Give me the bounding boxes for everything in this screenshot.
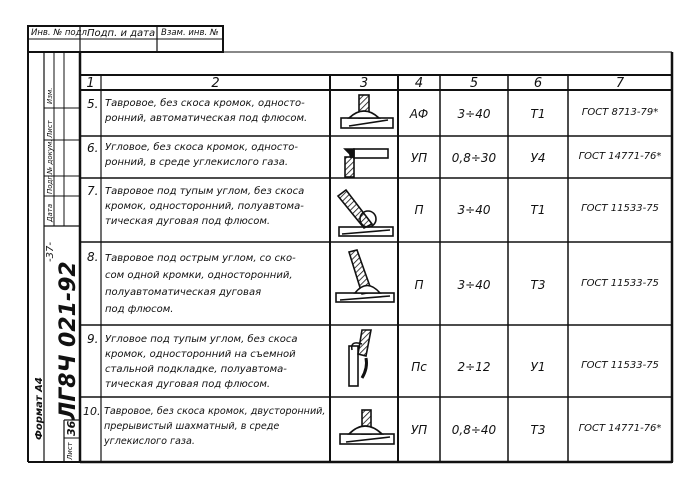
col-header-6: 6 [533, 76, 543, 91]
row-range: 0,8÷30 [451, 151, 497, 165]
row-code: Т3 [530, 278, 546, 292]
row-method: УП [410, 423, 428, 437]
side-dokum: № докум. [46, 139, 54, 174]
col-header-7: 7 [615, 76, 625, 91]
col-header-2: 2 [211, 76, 220, 91]
row-gost: ГОСТ 11533-75 [581, 203, 659, 214]
row-number: 8. [87, 250, 99, 264]
side-list: Лист [46, 120, 54, 138]
col-header-4: 4 [414, 76, 424, 91]
row-number: 6. [87, 141, 99, 155]
row-method: УП [410, 151, 428, 165]
row-code: Т3 [530, 423, 546, 437]
side-izm: Изм. [46, 87, 54, 104]
page-marker: -37- [45, 242, 56, 262]
weld-sketch-6 [345, 149, 388, 177]
row-gost: ГОСТ 8713-79* [581, 107, 659, 118]
row-code: Т1 [530, 107, 546, 121]
weld-sketch-7 [338, 190, 393, 236]
row-gost: ГОСТ 14771-76* [578, 423, 662, 434]
sheet-label: Лист [66, 442, 74, 460]
row-description: Угловое, без скоса кромок, односто- ронний, в среде углекислого газа. [105, 142, 298, 168]
format-label: Формат А4 [34, 377, 45, 440]
row-method: АФ [409, 107, 429, 121]
row-code: У1 [530, 360, 546, 374]
stamp-inv-podl: Инв. № подл. [31, 28, 90, 38]
row-gost: ГОСТ 14771-76* [578, 151, 662, 162]
row-gost: ГОСТ 11533-75 [581, 360, 659, 371]
row-range: 3÷40 [457, 203, 491, 217]
row-number: 5. [87, 97, 99, 111]
row-method: П [414, 278, 424, 292]
row-range: 2÷12 [457, 360, 491, 374]
col-header-3: 3 [359, 76, 369, 91]
sheet-number: 36 [65, 420, 78, 436]
stamp-podp-data: Подп. и дата [87, 28, 156, 39]
row-code: У4 [530, 151, 546, 165]
col-header-1: 1 [86, 76, 95, 91]
row-description: Угловое под тупым углом, без скоса кромок, односторонний на съемной стальной подкладке, полуавтома- тическая дуговая под флюсом. [105, 334, 298, 390]
col-header-5: 5 [469, 76, 479, 91]
row-gost: ГОСТ 11533-75 [581, 278, 659, 289]
weld-sketch-10 [340, 410, 394, 444]
row-description: Тавровое под острым углом, со ско- сом одной кромки, односторонний, полуавтоматическая дуговая под флюсом. [105, 253, 296, 315]
stamp-vzam-inv: Взам. инв. № [161, 28, 219, 38]
row-range: 3÷40 [457, 278, 491, 292]
row-description: Тавровое, без скоса кромок, односто- ронний, автоматическая под флюсом. [105, 98, 308, 124]
row-range: 3÷40 [457, 107, 491, 121]
side-podp: Подп. [46, 172, 54, 194]
row-number: 7. [87, 184, 99, 198]
weld-sketch-5 [341, 95, 393, 128]
weld-sketch-9 [349, 330, 371, 386]
row-description: Тавровое под тупым углом, без скоса кромок, односторонний, полуавтома- тическая дуговая под флюсом. [105, 186, 305, 227]
row-method: Пс [411, 360, 427, 374]
row-code: Т1 [530, 203, 546, 217]
row-description: Тавровое, без скоса кромок, двусторонний, прерывистый шахматный, в среде углекислого газа. [104, 406, 326, 447]
row-number: 10. [83, 405, 101, 418]
row-range: 0,8÷40 [451, 423, 497, 437]
weld-sketch-8 [336, 250, 394, 302]
row-method: П [414, 203, 424, 217]
designation: ЛГ8Ч 021-92 [56, 261, 81, 420]
side-data: Дата [46, 203, 54, 222]
row-number: 9. [87, 332, 99, 346]
